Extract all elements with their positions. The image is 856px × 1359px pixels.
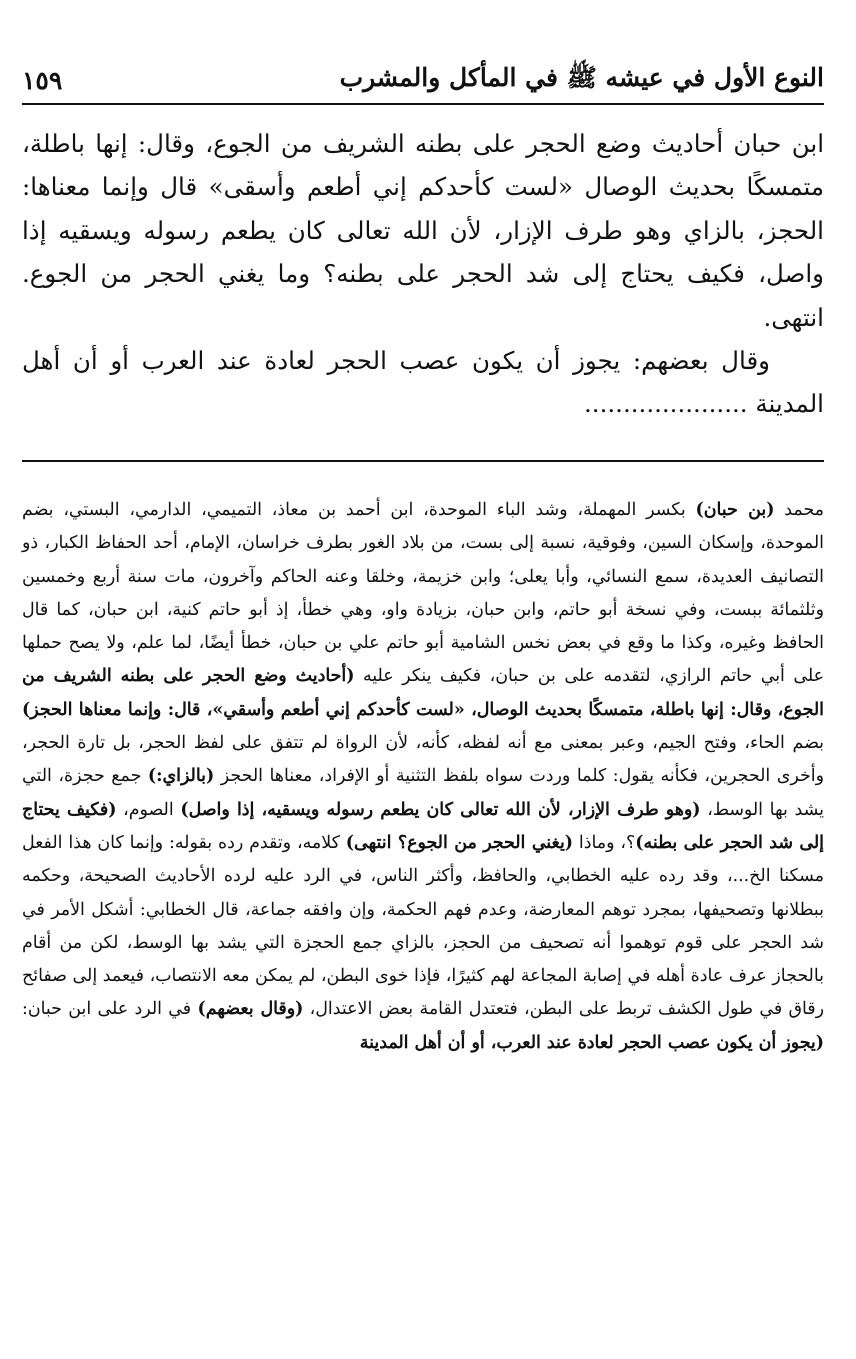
main-text-paragraph: ابن حبان أحاديث وضع الحجر على بطنه الشريف من الجوع، وقال: إنها باطلة، متمسكًا بحديث الوصال «لست كأحدكم إني أطعم وأسقى» قال وإنما معناها: الحجز، بالزاي وهو طرف الإزار، لأن الله تعالى كان يطعم رسوله ويسقيه إذا واصل، فكيف يحتاج إلى شد الحجر على بطنه؟ وما يغني الحجر من الجوع. انتهى.	[22, 129, 824, 332]
commentary-divider	[22, 460, 824, 462]
commentary-text-run: بضم الحاء، وفتح الجيم، وعبر بمعنى مع أنه لفظه، كأنه، لأن الرواة لم تتفق على لفظ الحجر، بل تارة الحجر، وأخرى الحجرين، فكأنه يقول: كلما وردت سواه بلفظ التثنية أو الإفراد، معناها الحجز	[22, 733, 824, 787]
quoted-main-text: (أحاديث وضع الحجر على بطنه الشريف من الجوع، وقال: إنها باطلة، متمسكًا بحديث الوصال، «لست كأحدكم إني أطعم وأسقي»، قال: وإنما معناها الحجز)	[22, 666, 824, 720]
quoted-main-text: (وقال بعضهم)	[197, 999, 304, 1020]
commentary-text-run: ؟، وماذا	[573, 832, 636, 853]
page-number: ١٥٩	[22, 65, 63, 95]
commentary-text-run: محمد	[774, 500, 824, 520]
commentary-text-run: بكسر المهملة، وشد الباء الموحدة، ابن أحمد بن معاذ، التميمي، الدارمي، البستي، بضم الموحدة، وإسكان السين، وفوقية، نسبة إلى بست، من بلاد الغور بطرف خراسان، الإمام، أحد الحفاظ الكبار، ذو التصانيف العديدة، سمع النسائي، وأبا يعلى؛ وابن خزيمة، وخلقا وعنه الحاكم وآخرون، مات سنة أربع وخمسين وثلثمائة ببست، وفي نسخة أبو حاتم، وابن حبان، بزيادة واو، وهي خطأ، إذ أبو حاتم كنية، ابن حبان، كما قال الحافظ وغيره، وكذا ما وقع في بعض نخس الشامية أبو حاتم علي بن حبان، خطأ أيضًا، لما علم، ولا يصح حملها على أبي حاتم الرازي، لتقدمه على بن حبان، فكيف ينكر عليه	[22, 500, 825, 687]
commentary-text-run: جمع حجزة، التي يشد بها الوسط،	[22, 766, 824, 820]
quoted-main-text: (يجوز أن يكون عصب الحجر لعادة عند العرب، أو أن أهل المدينة	[359, 1032, 824, 1053]
commentary-text	[22, 494, 824, 1060]
header-rule	[22, 103, 824, 105]
page-header	[22, 60, 824, 100]
commentary-text-run: الصوم،	[116, 799, 181, 820]
main-text-paragraph: وقال بعضهم: يجوز أن يكون عصب الحجر لعادة عند العرب أو أن أهل المدينة .....................	[22, 346, 824, 419]
quoted-main-text: (وهو طرف الإزار، لأن الله تعالى كان يطعم رسوله ويسقيه، إذا واصل)	[180, 799, 701, 820]
commentary-text-run: كلامه، وتقدم رده بقوله: وإنما كان هذا الفعل مسكنا الخ...، وقد رده عليه الخطابي، والحافظ، وأكثر الناس، في الرد عليه لرده الأحاديث الصحيحة، وحكمه ببطلانها وتصحيفها، بمجرد توهم المعارضة، وعدم فهم الحكمة، وإن وافقه جماعة، قال الخطابي: أشكل الأمر في شد الحجر على قوم توهموا أنه تصحيف من الحجز، بالزاي جمع الحجزة التي يشد بها الوسط، لكن من أقام بالحجاز عرف عادة أهله في إصابة المجاعة لهم كثيرًا، فإذا خوى البطن، لم يمكن معه الانتصاب، فيعمد إلى صفائح رقاق في طول الكشف تربط على البطن، فتعتدل القامة بعض الاعتدال،	[22, 832, 824, 1020]
quoted-main-text: (فكيف يحتاج إلى شد الحجر على بطنه)	[22, 799, 824, 853]
quoted-main-text: (بالزاي:)	[147, 766, 215, 787]
quoted-main-text: (يغني الحجر من الجوع؟ انتهى)	[345, 832, 574, 853]
book-page	[22, 0, 824, 1359]
commentary-text-run: في الرد على ابن حبان:	[22, 999, 198, 1020]
commentary-paragraph	[22, 494, 824, 1060]
main-text	[22, 122, 824, 426]
running-title: النوع الأول في عيشه ﷺ في المأكل والمشرب	[339, 62, 824, 92]
quoted-main-text: (بن حبان)	[695, 500, 775, 520]
